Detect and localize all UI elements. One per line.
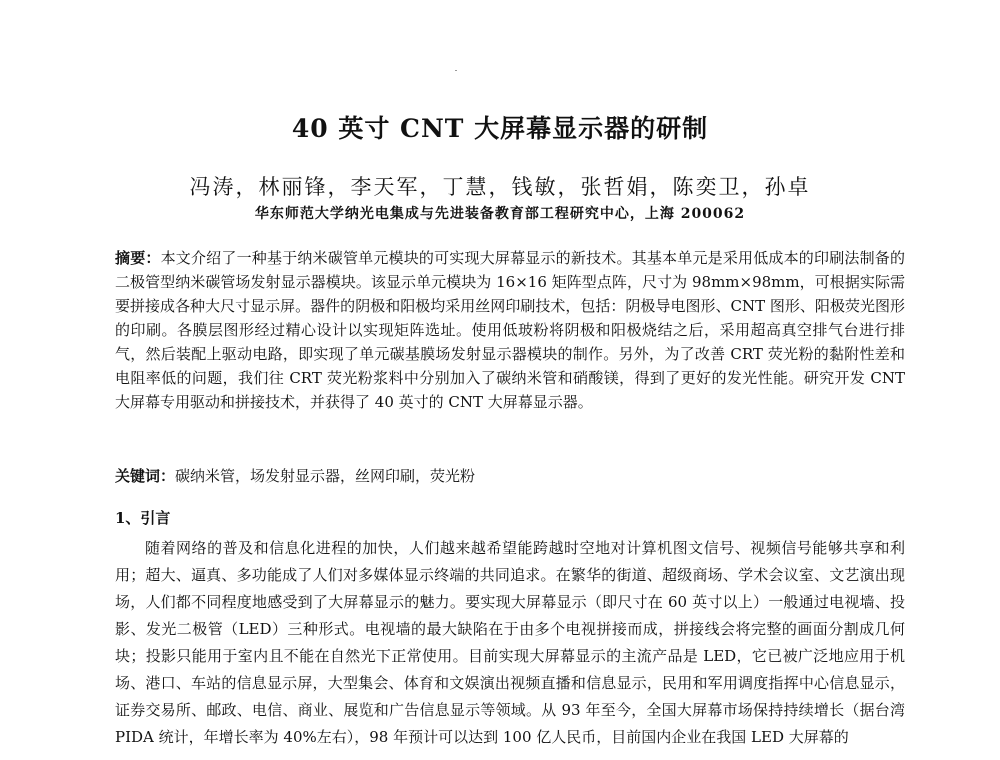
scan-speck: [455, 70, 457, 71]
affiliation: 华东师范大学纳光电集成与先进装备教育部工程研究中心，上海 200062: [254, 206, 746, 222]
author-list: 冯涛，林丽锋，李天军，丁慧，钱敏，张哲娟，陈奕卫，孙卓: [189, 175, 811, 199]
section-heading-introduction: 1、引言: [115, 509, 171, 527]
keywords: [115, 464, 905, 488]
introduction-paragraph: 随着网络的普及和信息化进程的加快，人们越来越希望能跨越时空地对计算机图文信号、视频信号能够共享和利用；超大、逼真、多功能成了人们对多媒体显示终端的共同追求。在繁华的街道、超级商场、学术会议室、文艺演出现场，人们都不同程度地感受到了大屏幕显示的魅力。要实现大屏幕显示（即尺寸在 60 英寸以上）一般通过电视墙、投影、发光二极管（LED）三种形式。电视墙的最大缺陷在于由多个电视拼接而成，拼接线会将完整的画面分割成几何块；投影只能用于室内且不能在自然光下正常使用。目前实现大屏幕显示的主流产品是 LED，它已被广泛地应用于机场、港口、车站的信息显示屏，大型集会、体育和文娱演出视频直播和信息显示，民用和军用调度指挥中心信息显示，证券交易所、邮政、电信、商业、展览和广告信息显示等领域。从 93 年至今，全国大屏幕市场保持持续增长（据台湾 PIDA 统计，年增长率为 40%左右），98 年预计可以达到 100 亿人民币，目前国内企业在我国 LED 大屏幕的: [115, 539, 905, 746]
keywords-text: 碳纳米管，场发射显示器，丝网印刷，荧光粉: [175, 467, 476, 485]
abstract: [115, 246, 905, 414]
keywords-label: 关键词：: [115, 467, 176, 485]
paper-title: 40 英寸 CNT 大屏幕显示器的研制: [291, 114, 709, 143]
abstract-text: 本文介绍了一种基于纳米碳管单元模块的可实现大屏幕显示的新技术。其基本单元是采用低成本的印刷法制备的二极管型纳米碳管场发射显示器模块。该显示单元模块为 16×16 矩阵型点阵，尺寸为 98mm×98mm，可根据实际需要拼接成各种大尺寸显示屏。器件的阴极和阳极均采用丝网印刷技术，包括：阴极导电图形、CNT 图形、阳极荧光图形的印刷。各膜层图形经过精心设计以实现矩阵选址。使用低玻粉将阴极和阳极烧结之后，采用超高真空排气台进行排气，然后装配上驱动电路，即实现了单元碳基膜场发射显示器模块的制作。另外，为了改善 CRT 荧光粉的黏附性差和电阻率低的问题，我们往 CRT 荧光粉浆料中分别加入了碳纳米管和硝酸镁，得到了更好的发光性能。研究开发 CNT 大屏幕专用驱动和拼接技术，并获得了 40 英寸的 CNT 大屏幕显示器。: [115, 249, 905, 411]
abstract-label: 摘要：: [115, 249, 161, 267]
